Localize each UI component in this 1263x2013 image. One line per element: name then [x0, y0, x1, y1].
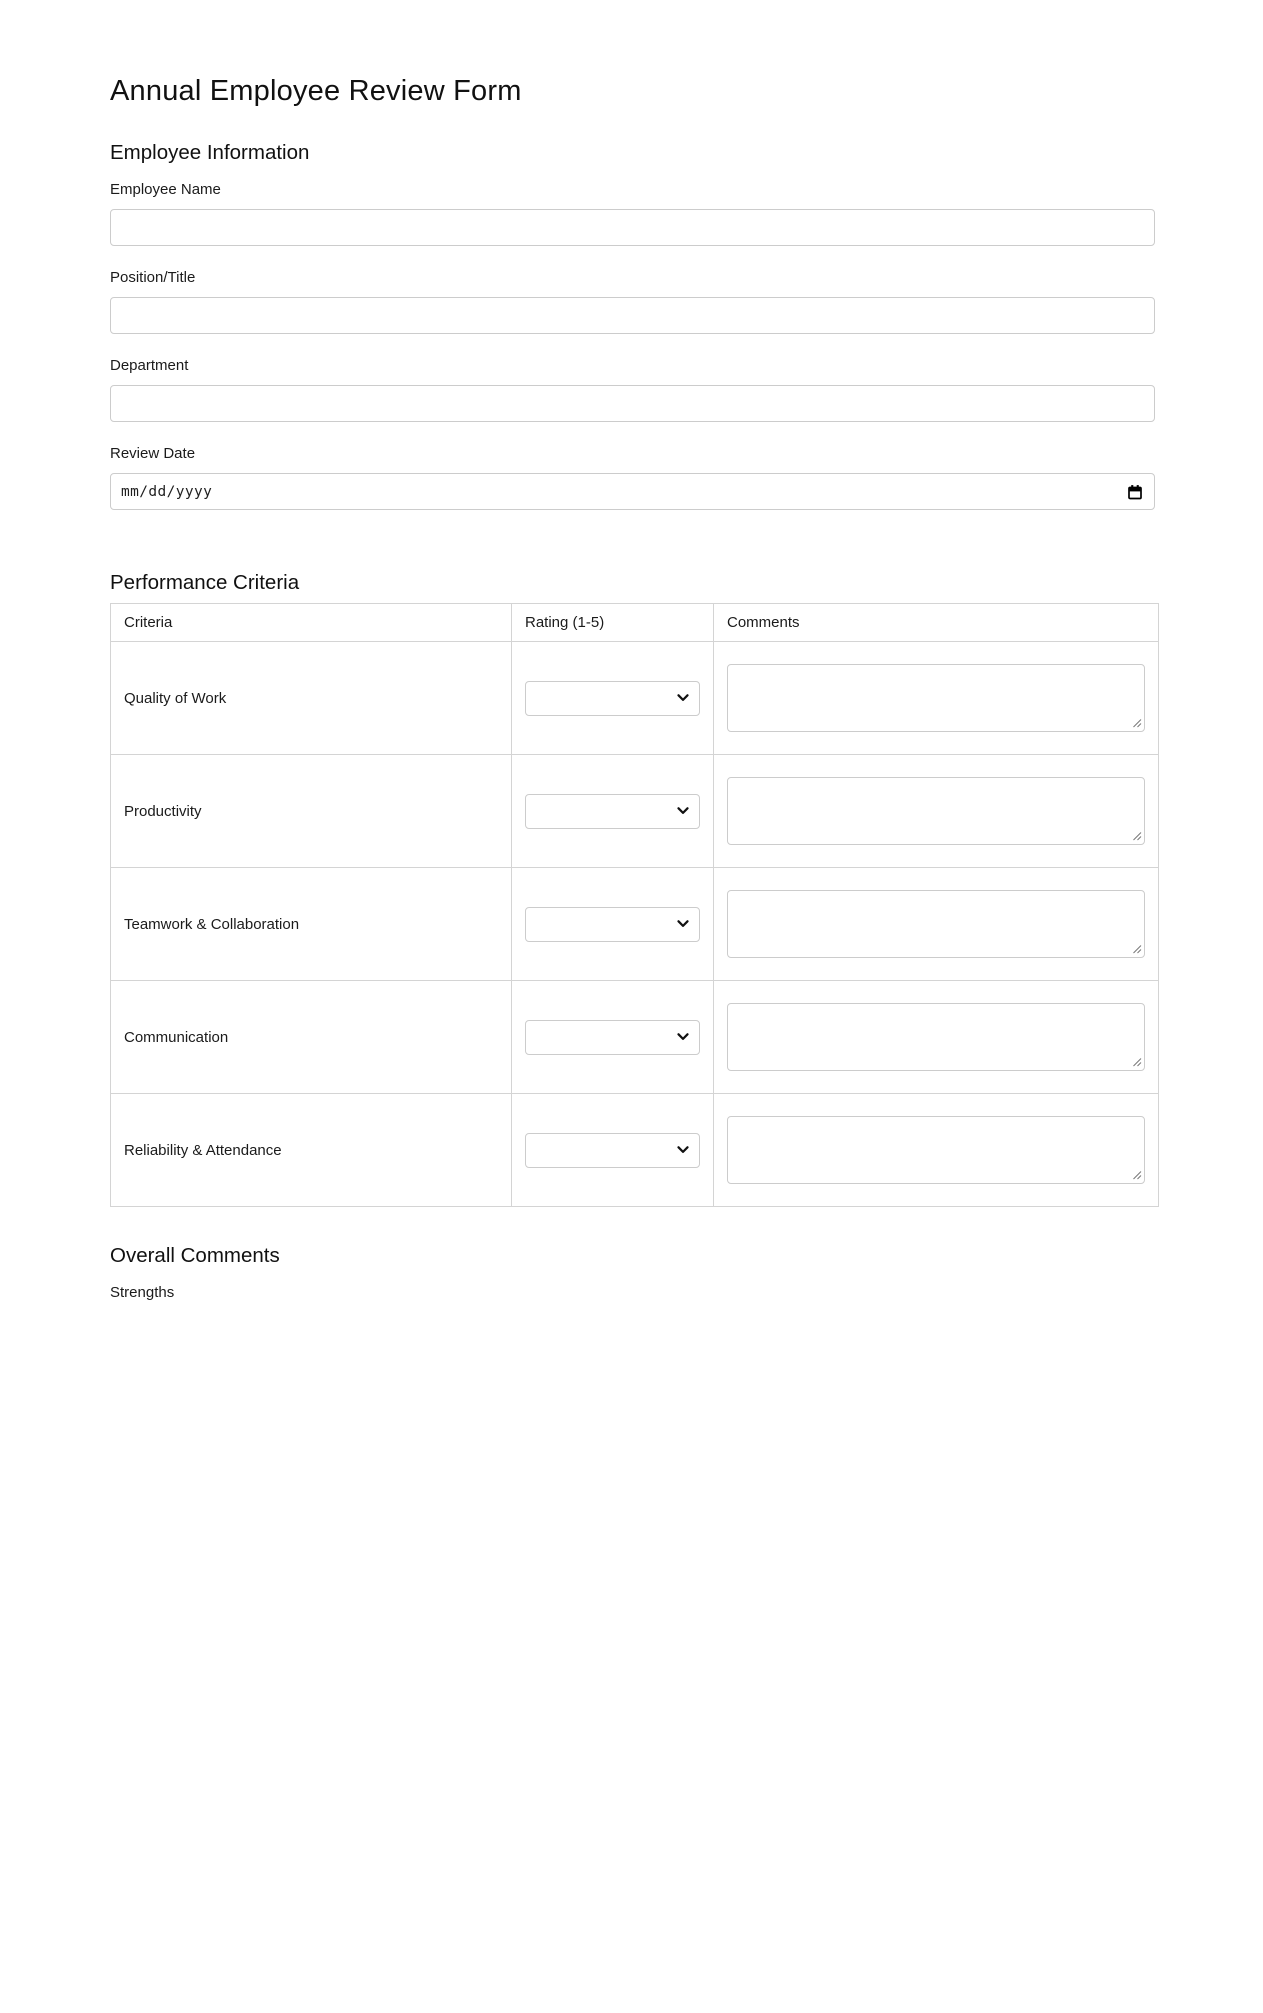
comments-cell [714, 642, 1159, 755]
resize-handle-icon[interactable] [1132, 1057, 1142, 1067]
table-row [111, 642, 1159, 755]
rating-select-communication[interactable] [525, 1020, 700, 1055]
criteria-table-body [111, 642, 1159, 1207]
criteria-cell [111, 868, 512, 981]
column-header-comments: Comments [714, 604, 1159, 642]
table-row [111, 981, 1159, 1094]
criteria-label-productivity: Productivity [124, 802, 202, 820]
employee-information-heading: Employee Information [110, 141, 310, 164]
field-label-review-date: Review Date [110, 445, 196, 462]
resize-handle-icon[interactable] [1132, 1170, 1142, 1180]
criteria-cell [111, 755, 512, 868]
overall-comments-heading: Overall Comments [110, 1244, 280, 1267]
rating-cell [512, 981, 714, 1094]
field-label-employee-name: Employee Name [110, 181, 221, 198]
column-header-rating: Rating (1-5) [512, 604, 714, 642]
criteria-cell [111, 642, 512, 755]
employee-info-fields [110, 181, 1155, 510]
comments-textarea-communication[interactable] [727, 1003, 1145, 1071]
criteria-cell [111, 1094, 512, 1207]
rating-select-teamwork-collaboration[interactable] [525, 907, 700, 942]
performance-criteria-heading: Performance Criteria [110, 571, 300, 594]
comments-textarea-reliability-attendance[interactable] [727, 1116, 1145, 1184]
criteria-label-reliability-attendance: Reliability & Attendance [124, 1141, 282, 1159]
table-row [111, 1094, 1159, 1207]
comments-cell [714, 981, 1159, 1094]
form-field [110, 445, 1155, 510]
position-title-input[interactable] [110, 297, 1155, 334]
resize-handle-icon[interactable] [1132, 831, 1142, 841]
page-title: Annual Employee Review Form [110, 75, 522, 107]
form-field [110, 181, 1155, 246]
rating-cell [512, 868, 714, 981]
calendar-icon[interactable] [1127, 484, 1143, 500]
table-row [111, 868, 1159, 981]
field-label-strengths: Strengths [110, 1284, 175, 1300]
performance-criteria-table [110, 603, 1159, 1207]
employee-name-input[interactable] [110, 209, 1155, 246]
review-date-input[interactable] [110, 473, 1155, 510]
rating-cell [512, 642, 714, 755]
overall-fields [110, 1284, 1155, 1300]
section-overall-comments [110, 1243, 1155, 1300]
column-header-criteria: Criteria [111, 604, 512, 642]
resize-handle-icon[interactable] [1132, 718, 1142, 728]
field-label-position-title: Position/Title [110, 269, 196, 286]
comments-textarea-quality-of-work[interactable] [727, 664, 1145, 732]
resize-handle-icon[interactable] [1132, 944, 1142, 954]
rating-cell [512, 755, 714, 868]
field-label-department: Department [110, 357, 189, 374]
form-field [110, 269, 1155, 334]
department-input[interactable] [110, 385, 1155, 422]
section-employee-information [110, 140, 1155, 510]
rating-select-quality-of-work[interactable] [525, 681, 700, 716]
rating-select-reliability-attendance[interactable] [525, 1133, 700, 1168]
table-header-row [111, 604, 1159, 642]
criteria-label-teamwork-collaboration: Teamwork & Collaboration [124, 915, 300, 933]
comments-cell [714, 868, 1159, 981]
section-performance-criteria [110, 570, 1155, 1207]
form-field [110, 357, 1155, 422]
table-row [111, 755, 1159, 868]
criteria-label-communication: Communication [124, 1028, 229, 1046]
comments-textarea-productivity[interactable] [727, 777, 1145, 845]
rating-cell [512, 1094, 714, 1207]
comments-cell [714, 1094, 1159, 1207]
criteria-label-quality-of-work: Quality of Work [124, 689, 227, 707]
comments-cell [714, 755, 1159, 868]
form-container [110, 74, 1155, 1300]
comments-textarea-teamwork-collaboration[interactable] [727, 890, 1145, 958]
field-strengths [110, 1284, 1155, 1300]
criteria-cell [111, 981, 512, 1094]
rating-select-productivity[interactable] [525, 794, 700, 829]
